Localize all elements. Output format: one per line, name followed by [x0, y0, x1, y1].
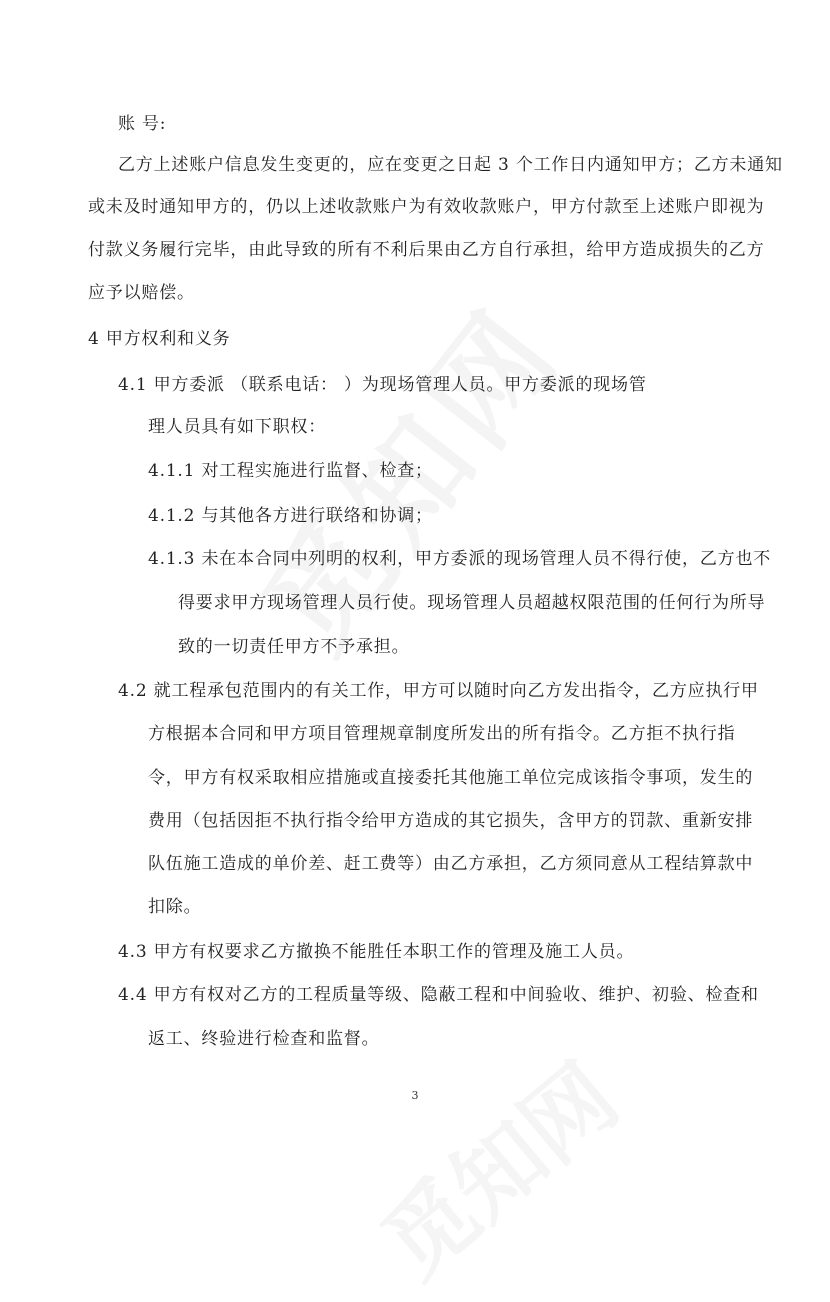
clause-4-3: 4.3 甲方有权要求乙方撤换不能胜任本职工作的管理及施工人员。: [118, 942, 635, 962]
clause-4-1-3-cont: 致的一切责任甲方不予承担。: [178, 637, 410, 657]
clause-4-1-1: 4.1.1 对工程实施进行监督、检查；: [148, 461, 433, 481]
clause-4-2-cont: 方根据本合同和甲方项目管理规章制度所发出的所有指令。乙方拒不执行指: [148, 724, 736, 744]
clause-4-1-cont: 理人员具有如下职权：: [148, 417, 326, 437]
clause-4-1-2: 4.1.2 与其他各方进行联络和协调；: [148, 506, 433, 526]
clause-4-2: 4.2 就工程承包范围内的有关工作，甲方可以随时向乙方发出指令，乙方应执行甲: [118, 681, 759, 701]
watermark-bottom: [350, 1028, 640, 1301]
account-line: 账 号:: [118, 114, 167, 134]
clause-4-2-cont: 费用（包括因拒不执行指令给甲方造成的其它损失，含甲方的罚款、重新安排: [148, 811, 754, 831]
paragraph-line: 或未及时通知甲方的，仍以上述收款账户为有效收款账户，甲方付款至上述账户即视为: [88, 197, 765, 217]
page-number: 3: [411, 1089, 419, 1102]
clause-4-1-3-cont: 得要求甲方现场管理人员行使。现场管理人员超越权限范围的任何行为所导: [178, 593, 766, 613]
clause-4-4: 4.4 甲方有权对乙方的工程质量等级、隐蔽工程和中间验收、维护、初验、检查和: [118, 985, 759, 1005]
clause-4-2-cont: 令，甲方有权采取相应措施或直接委托其他施工单位完成该指令事项，发生的: [148, 768, 754, 788]
clause-4-2-cont: 扣除。: [148, 897, 202, 917]
paragraph-line: 乙方上述账户信息发生变更的，应在变更之日起 3 个工作日内通知甲方；乙方未通知: [118, 155, 783, 175]
clause-4-1: 4.1 甲方委派 （联系电话： ）为现场管理人员。甲方委派的现场管: [118, 375, 647, 395]
paragraph-line: 付款义务履行完毕，由此导致的所有不利后果由乙方自行承担，给甲方造成损失的乙方: [88, 240, 765, 260]
clause-4-4-cont: 返工、终验进行检查和监督。: [148, 1029, 380, 1049]
section-heading: 4 甲方权利和义务: [88, 329, 231, 349]
clause-4-2-cont: 队伍施工造成的单价差、赶工费等）由乙方承担，乙方须同意从工程结算款中: [148, 854, 754, 874]
paragraph-line: 应予以赔偿。: [88, 283, 195, 303]
clause-4-1-3: 4.1.3 未在本合同中列明的权利，甲方委派的现场管理人员不得行使，乙方也不: [148, 549, 772, 569]
